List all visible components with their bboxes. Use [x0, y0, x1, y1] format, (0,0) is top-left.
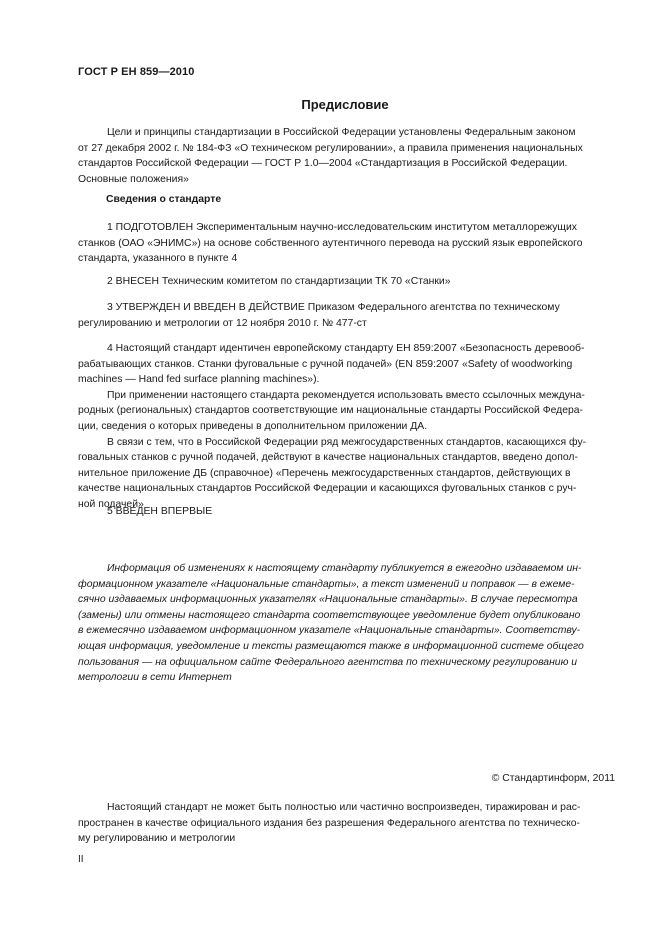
text-line: Настоящий стандарт не может быть полностью или частично воспроизведен, тиражирован и рас-	[107, 802, 581, 813]
text-line: стандарта, указанного в пункте 4	[78, 253, 238, 265]
text-line: сячно издаваемых информационных указателях «Национальные стандарты». В случае пересмотра	[78, 594, 578, 606]
item-2	[78, 274, 615, 290]
page-title: Предисловие	[301, 97, 389, 112]
text-line: в ежемесячно издаваемом информационном указателе «Национальные стандарты». Соответству-	[78, 625, 581, 637]
text-line: нительное приложение ДБ (справочное) «Перечень межгосударственных стандартов, действующих в	[78, 467, 571, 479]
text-line: ной подачей»	[78, 498, 144, 510]
text-line: пространен в качестве официального издания без разрешения Федерального агентства по техническо-	[78, 817, 580, 829]
text-line: стандартов Российской Федерации — ГОСТ Р 1.0—2004 «Стандартизация в Российской Федерации.	[78, 158, 568, 170]
text-line: рабатывающих станков. Станки фуговальные с ручной подачей» (EN 859:2007 «Safety of woodworking	[78, 358, 573, 370]
item-5	[78, 504, 615, 520]
text-line: ции, сведения о которых приведены в дополнительном приложении ДА.	[78, 420, 428, 432]
reproduction-notice	[78, 800, 615, 847]
info-notice	[78, 561, 615, 686]
text-line: 3 УТВЕРЖДЕН И ВВЕДЕН В ДЕЙСТВИЕ Приказом Федерального агентства по техническому	[107, 302, 560, 313]
text-line: ющая информация, уведомление и тексты размещаются также в информационной системе общего	[78, 640, 584, 652]
text-line: Информация об изменениях к настоящему стандарту публикуется в ежегодно издаваемом ин-	[107, 563, 582, 574]
text-line: 2 ВНЕСЕН Техническим комитетом по стандартизации ТК 70 «Станки»	[107, 276, 451, 287]
item-4	[78, 341, 615, 513]
text-line: говальных станков с ручной подачей, действуют в качестве национальных стандартов, введено допол-	[78, 452, 578, 464]
text-line: Основные положения»	[78, 173, 189, 185]
text-line: качестве национальных стандартов Российской Федерации и касающихся фуговальных станков с руч-	[78, 483, 577, 495]
text-line: метрологии в сети Интернет	[78, 672, 232, 684]
text-line: станков (ОАО «ЭНИМС») на основе собственного аутентичного перевода на русский язык европейского	[78, 237, 583, 249]
text-line: 1 ПОДГОТОВЛЕН Экспериментальным научно-исследовательским институтом металлорежущих	[107, 222, 577, 233]
text-line: пользования — на официальном сайте Федерального агентства по техническому регулированию и	[78, 656, 578, 668]
text-line: 4 Настоящий стандарт идентичен европейскому стандарту ЕН 859:2007 «Безопасность деревооб-	[107, 343, 585, 354]
text-line: от 27 декабря 2002 г. № 184-ФЗ «О техническом регулировании», а правила применения национальных	[78, 142, 583, 154]
text-line: 5 ВВЕДЕН ВПЕРВЫЕ	[107, 506, 213, 517]
text-line: родных (региональных) стандартов соответствующие им национальные стандарты Российской Федера-	[78, 405, 584, 417]
text-line: формационном указателе «Национальные стандарты», а текст изменений и поправок — в ежеме-	[78, 578, 575, 590]
text-line: В связи с тем, что в Российской Федерации ряд межгосударственных стандартов, касающихся фу-	[107, 436, 587, 448]
copyright: © Стандартинформ, 2011	[491, 773, 615, 784]
text-line: му регулированию и метрологии	[78, 833, 236, 845]
item-3	[78, 300, 615, 331]
text-line: machines — Hand fed surface planning machines»).	[78, 374, 320, 386]
page-number: II	[78, 854, 84, 865]
text-line: Цели и принципы стандартизации в Российской Федерации установлены Федеральным законом	[107, 127, 576, 138]
intro-paragraph	[78, 125, 615, 187]
text-line: При применении настоящего стандарта рекомендуется использовать вместо ссылочных междуна-	[107, 389, 585, 401]
text-line: регулированию и метрологии от 12 ноября 2010 г. № 477-ст	[78, 317, 367, 329]
item-1	[78, 220, 615, 267]
document-code: ГОСТ Р ЕН 859—2010	[78, 66, 195, 78]
text-line: (замены) или отмены настоящего стандарта соответствующее уведомление будет опубликовано	[78, 609, 581, 621]
section-subtitle: Сведения о стандарте	[106, 194, 222, 205]
